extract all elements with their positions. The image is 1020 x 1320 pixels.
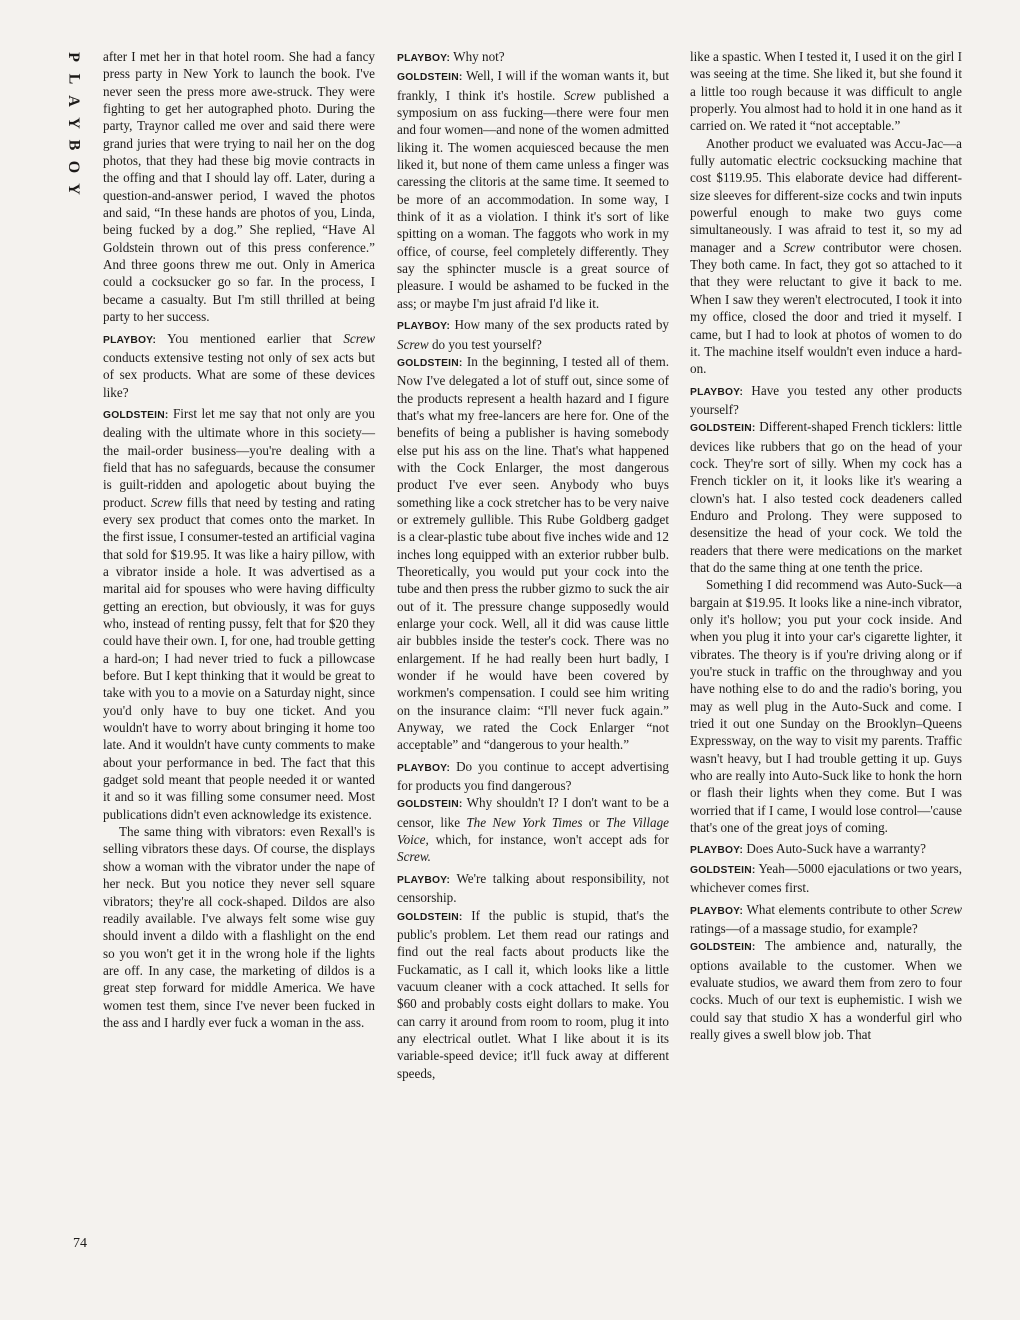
question [103, 330, 375, 401]
answer-text: Why shouldn't I? I don't want to be a censor, like [397, 795, 669, 830]
running-head-letter: B [64, 139, 82, 151]
answer [690, 937, 962, 1043]
question [690, 901, 962, 938]
speaker-label: PLAYBOY: [690, 905, 744, 917]
answer [397, 67, 669, 312]
speaker-label: PLAYBOY: [397, 53, 451, 64]
question-text: do you test yourself? [431, 336, 542, 352]
question-text: How many of the sex products rated by [454, 317, 669, 333]
speaker-label: GOLDSTEIN: [690, 942, 756, 954]
question-text: What elements contribute to other [746, 901, 927, 917]
speaker-label: PLAYBOY: [397, 874, 451, 886]
text-column-2 [397, 48, 669, 1082]
running-head-letter: Y [65, 183, 82, 195]
answer [397, 794, 669, 865]
answer [103, 405, 375, 823]
publication-title: The Village Voice, [397, 814, 669, 848]
answer-text: Well, I will if the woman wants it, but frankly, I think it's hostile. [397, 68, 669, 103]
speaker-label: GOLDSTEIN: [397, 357, 463, 369]
page-number: 74 [73, 1236, 87, 1251]
running-head-letter: A [65, 95, 82, 107]
running-head-letter: O [64, 160, 82, 174]
answer [397, 907, 669, 1082]
speaker-label: GOLDSTEIN: [690, 864, 756, 876]
answer-text: In the beginning, I tested all of them. Now I've delegated a lot of stuff out, since some of the products represent a health hazard and I figure that's what my free-lancers are here for. One of the benefits of being a publisher is having somebody else put his ass on the line. That's what happened with the Cock Enlarger, the most dangerous product I've ever seen. Anybody who buys something like a cock stretcher has to be very naive or extremely gullible. This Rube Goldberg gadget is a clear-plastic tube about five inches wide and 12 inches long equipped with an exterior rubber bulb. Theoretically, you would put your cock into the tube and then press the rubber gizmo to suck the air out of it. The pressure change supposedly would enlarge your cock. Well, all it did was cause little air bubbles inside the tester's cock. There was no enlargement. If he had really been hurt badly, I wonder if he would have been covered by workmen's compensation. I could see him writing on the insurance claim: “I'll never fuck again.” Anyway, we rated the Cock Enlarger “not acceptable” and “dangerous to your health.” [397, 353, 669, 753]
speaker-label: PLAYBOY: [397, 762, 451, 774]
answer-text: Different-shaped French ticklers: little devices like rubbers that go on the head of your cock. They're sort of silly. When my cock has a French tickler on it, it looks like it's wearing a clown's hat. I also tested cock deadeners called Enduro and Prolong. They were supposed to desensitize the head of your cock. We told the readers that there were medications on the market that do the same thing at one tenth the price. [690, 419, 962, 575]
question-text: Do you continue to accept advertising for products you find dangerous? [397, 758, 669, 794]
answer-text: First let me say that not only are you dealing with the ultimate whore in this society—the mail-order business—you're dealing with a field that has no safeguards, because the consumer is guilt-ridden and apologetic about buying the product. [103, 405, 375, 510]
paragraph: Something I did recommend was Auto-Suck—a bargain at $19.95. It looks like a nine-inch vibrator, only it's hollow; you put your cock inside. And when you plug it into your car's cigarette lighter, it vibrates. The theory is if you're driving along or if you're stuck in traffic on the throughway and you have nothing else to do and the radio's boring, you may as well plug in the Auto-Suck and come. I tried it out one Sunday on the Brooklyn–Queens Expressway, on the way to visit my parents. Traffic wasn't heavy, but I had trouble getting it up. Guys who are really into Auto-Suck like to honk the horn or flash their lights when they come. But I was worried that if I came, I would lose control—'cause that's one of the great joys of coming. [690, 577, 962, 836]
answer-text: or [588, 814, 600, 830]
speaker-label: GOLDSTEIN: [103, 409, 169, 421]
publication-title: Screw. [397, 849, 431, 865]
publication-title: Screw [563, 87, 596, 103]
speaker-label: PLAYBOY: [397, 321, 451, 333]
running-head-letter: Y [65, 117, 82, 129]
publication-title: Screw [783, 239, 815, 255]
question [397, 870, 669, 907]
running-head [56, 46, 90, 200]
answer-text: fills that need by testing and rating every sex product that comes onto the market. In the first issue, I consumer-tested an artificial vagina that sold for $19.95. It was like a hairy pillow, with a vibrator inside a hole. It was advertised as a marital aid for spouses who were having difficulty getting an erection, but obviously, it was for guys who, instead of renting pussy, felt that for $20 they could have their own. I, for one, had trouble getting a hard-on; I had never tried to fuck a pillowcase before. But I kept thinking that it would be great to take with you to a movie on a Saturday night, since you'd only have to buy one ticket. And you wouldn't have to worry about bringing it home too late. And it wouldn't have cunty comments to make about your performance in bed. The fact that this gadget sold meant that people needed it or wanted it and so it was filling some consumer need. Most publications didn't even acknowledge its existence. [103, 494, 376, 822]
text-column-3 [690, 48, 962, 1043]
text-column-1 [103, 48, 375, 1031]
speaker-label: GOLDSTEIN: [690, 423, 756, 435]
publication-title: The New York Times [466, 814, 583, 830]
question [690, 840, 962, 859]
paragraph [690, 135, 962, 378]
question-text: conducts extensive testing not only of sex acts but of sex products. What are some of these devices like? [103, 349, 375, 400]
question-text: Does Auto-Suck have a warranty? [746, 841, 926, 857]
publication-title: Screw [930, 901, 962, 917]
answer-text: published a symposium on ass fucking—there were four men and four women—and none of the women admitted liking it. The women acquiesced because the men liked it, but none of them came unless a finger was caressing the clitoris at the same time. It seemed to be more of an accommodation. In some way, I think of it as a violation. I think it's sort of like spitting on a woman. The faggots who work in my office, of course, feel completely differently. They say the sphincter muscle is a great source of pleasure. I would be ashamed to be fucked in the ass; or maybe I'm just afraid I'd like it. [397, 87, 670, 311]
running-head-letter: P [65, 52, 82, 62]
speaker-label: GOLDSTEIN: [397, 72, 463, 84]
paragraph-text: Another product we evaluated was Accu-Jac—a fully automatic electric cocksucking machine that cost $119.95. This elaborate device had different-size sleeves for different-size cocks and twin inputs powerful enough to make two guys come simultaneously. I was afraid to test it, so my ad manager and a [690, 135, 962, 255]
question-text: Why not? [453, 49, 505, 64]
question [397, 758, 669, 795]
answer [397, 353, 669, 754]
question [397, 48, 669, 67]
speaker-label: PLAYBOY: [690, 845, 744, 857]
answer-text: Yeah—5000 ejaculations or two years, whichever comes first. [690, 860, 962, 896]
question-text: Have you tested any other products yourself? [690, 382, 962, 417]
publication-title: Screw [150, 494, 183, 510]
question-text: ratings—of a massage studio, for example? [690, 920, 918, 936]
paragraph: after I met her in that hotel room. She had a fancy press party in New York to launch the book. I've never seen the press more awe-struck. They were fighting to get her autographed photo. During the party, Traynor called me over and said there were grand juries that were trying to nail her on the dog photos, that they had these big movie contracts in the offing and that I should lay off. Later, during a question-and-answer period, I waved the photos and said, “In these hands are photos of you, Linda, being fucked by a dog.” She replied, “Have Al Goldstein thrown out of this press conference.” And three goons threw me out. Only in America could a cocksucker go so far. In the process, I became a casualty. But I'm still thrilled at being party to her success. [103, 49, 375, 325]
paragraph-text: contributor were chosen. They both came. In fact, they got so attached to it that they were reluctant to give it back to me. When I saw they weren't electrocuted, I took it into my office, closed the door and tried it myself. I came, but I had to look at photos of women to do it. The machine itself wouldn't even induce a hard-on. [690, 239, 962, 377]
answer-text: If the public is stupid, that's the public's problem. Let them read our ratings and find out the real facts about products like the Fuckamatic, as I call it, which looks like a little vacuum cleaner with a cock attached. It sells for $60 and probably costs eight dollars to make. You can carry it around from room to room, plug it into any electrical outlet. What I like about it is its variable-speed device; it'll fuck away at different speeds, [397, 907, 669, 1081]
paragraph: The same thing with vibrators: even Rexall's is selling vibrators these days. Of course, the displays show a woman with the vibrator under the nape of her neck. But you notice they never sell square vibrators; they're all cock-shaped. Dildos are also readily available. I've always felt some wise guy should invent a dildo with a flashlight on the end so you won't get it in the wrong hole if the lights are off. In any case, the marketing of dildos is a great step forward for middle America. We have women test them, since I've never been fucked in the ass and I hardly ever fuck a woman in the ass. [103, 824, 375, 1030]
publication-title: Screw [343, 330, 375, 346]
answer-text: The ambience and, naturally, the options available to the customer. When we evaluate studios, we award them from zero to four cocks. Much of our text is euphemistic. I wish we could say that studio X has a wonderful girl who really gives a swell blow job. That [690, 938, 962, 1042]
answer [690, 860, 962, 897]
publication-title: Screw [397, 336, 429, 352]
question [397, 316, 669, 353]
speaker-label: PLAYBOY: [103, 334, 157, 346]
speaker-label: GOLDSTEIN: [397, 799, 463, 811]
speaker-label: PLAYBOY: [690, 386, 744, 398]
paragraph: like a spastic. When I tested it, I used it on the girl I was seeing at the time. She liked it, but she found it a little too rough because it was difficult to angle properly. You almost had to hold it in one hand as it carried on. We rated it “not acceptable.” [690, 49, 962, 134]
answer [690, 418, 962, 576]
running-head-letter: L [64, 73, 82, 85]
question [690, 382, 962, 419]
answer-text: which, for instance, won't accept ads for [435, 832, 669, 848]
question-text: We're talking about responsibility, not censorship. [397, 870, 669, 906]
question-text: You mentioned earlier that [167, 330, 332, 346]
speaker-label: GOLDSTEIN: [397, 911, 463, 923]
